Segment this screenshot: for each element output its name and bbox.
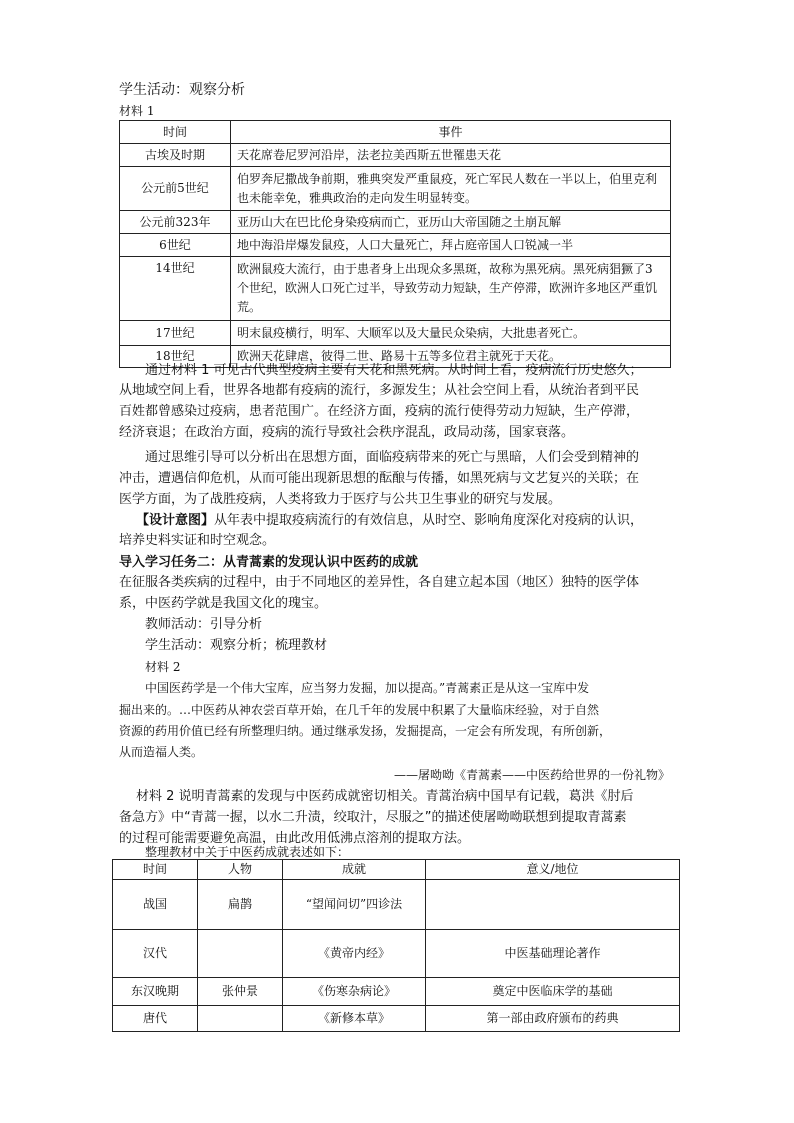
table-row: [120, 167, 671, 211]
table-row: [120, 211, 671, 234]
table-header-time: 时间: [120, 121, 231, 144]
para2-line1: 通过思维引导可以分析出在思想方面，面临疫病带来的死亡与黑暗，人们会受到精神的: [145, 450, 640, 465]
para1-line2: 从地域空间上看，世界各地都有疫病的流行，多源发生；从社会空间上看，从统治者到平民: [119, 383, 640, 398]
para3-line2: 备急方》中“青蒿一握，以水二升渍，绞取汁，尽服之”的描述使屠呦呦联想到提取青蒿素: [119, 810, 627, 825]
para1-line4: 经济衰退；在政治方面，疫病的流行导致社会秩序混乱，政局动荡，国家衰落。: [119, 425, 575, 440]
design-intent-text: 从年表中提取疫病流行的有效信息，从时空、影响角度深化对疫病的认识，: [214, 513, 644, 528]
table-header-time: 时间: [113, 860, 198, 880]
table2-intro: 整理教材中关于中医药成就表述如下：: [145, 845, 350, 859]
table-cell-time: 东汉晚期: [113, 978, 198, 1006]
table-cell-significance: 中医基础理论著作: [426, 930, 680, 978]
task2-intro-line1: 在征服各类疾病的过程中，由于不同地区的差异性，各自建立起本国（地区）独特的医学体: [119, 575, 640, 590]
table-cell-time: 汉代: [113, 930, 198, 978]
table-cell-time: 唐代: [113, 1006, 198, 1032]
quote-line3: 资源的药用价值已经有所整理归纳。通过继承发扬，发掘提高，一定会有所发现，有所创新，: [119, 724, 612, 738]
task2-intro-line2: 系，中医药学就是我国文化的瑰宝。: [119, 596, 328, 611]
table-cell-time: 公元前5世纪: [120, 167, 231, 211]
quote-line1: 中国医药学是一个伟大宝库，应当努力发掘，加以提高。”青蒿素正是从这一宝库中发: [145, 681, 590, 695]
table-cell-person: [198, 930, 283, 978]
table-cell-time: 6世纪: [120, 234, 231, 257]
table-row: [113, 978, 680, 1006]
table-cell-time: 18世纪: [120, 346, 231, 368]
table-row: [120, 321, 671, 346]
table-row: [120, 144, 671, 167]
table-header-significance: 意义/地位: [426, 860, 680, 880]
task2-title: 导入学习任务二：从青蒿素的发现认识中医药的成就: [119, 555, 419, 570]
para1-line3: 百姓都曾感染过疫病，患者范围广。在经济方面，疫病的流行使得劳动力短缺，生产停滞，: [119, 404, 640, 419]
para3-line3: 的过程可能需要避免高温，由此改用低沸点溶剂的提取方法。: [119, 831, 471, 846]
table-cell-significance: 奠定中医临床学的基础: [426, 978, 680, 1006]
table-row: [113, 930, 680, 978]
table-cell-event: 亚历山大在巴比伦身染疫病而亡，亚历山大帝国随之土崩瓦解: [231, 211, 671, 234]
para3-line1: 材料 2 说明青蒿素的发现与中医药成就密切相关。青蒿治病中国早有记载，葛洪《肘后: [136, 789, 634, 804]
table-cell-event: 地中海沿岸爆发鼠疫，人口大量死亡，拜占庭帝国人口锐减一半: [231, 234, 671, 257]
table-cell-event: 欧洲天花肆虐，彼得二世、路易十五等多位君主就死于天花。: [231, 346, 671, 368]
table-cell-achievement: 《新修本草》: [283, 1006, 426, 1032]
quote-line4: 从而造福人类。: [119, 745, 204, 759]
design-intent-line2: 培养史料实证和时空观念。: [119, 533, 276, 548]
para2-line2: 冲击，遭遇信仰危机，从而可能出现新思想的酝酿与传播，如黑死病与文艺复兴的关联；在: [119, 471, 640, 486]
table-header-event: 事件: [231, 121, 671, 144]
table-header-achievement: 成就: [283, 860, 426, 880]
table-cell-event: 明末鼠疫横行，明军、大顺军以及大量民众染病，大批患者死亡。: [231, 321, 671, 346]
table-row: [113, 1006, 680, 1032]
student-activity-2: 学生活动：观察分析；梳理教材: [145, 638, 328, 653]
table-cell-time: 古埃及时期: [120, 144, 231, 167]
table-cell-event: 伯罗奔尼撒战争前期，雅典突发严重鼠疫，死亡军民人数在一半以上，伯里克利也未能幸免，雅典政治的走向发生明显转变。: [231, 167, 671, 211]
table-cell-time: 公元前323年: [120, 211, 231, 234]
table-cell-person: 扁鹊: [198, 880, 283, 930]
design-intent: [136, 511, 643, 531]
table-cell-time: 17世纪: [120, 321, 231, 346]
table-row: [120, 257, 671, 321]
design-intent-label: 【设计意图】: [136, 513, 215, 528]
para2-line3: 医学方面，为了战胜疫病，人类将致力于医疗与公共卫生事业的研究与发展。: [119, 492, 562, 507]
table-cell-significance: 第一部由政府颁布的药典: [426, 1006, 680, 1032]
table-cell-person: [198, 1006, 283, 1032]
table-row: [113, 880, 680, 930]
table-header-person: 人物: [198, 860, 283, 880]
teacher-activity: 教师活动：引导分析: [145, 617, 263, 632]
table-row: [120, 234, 671, 257]
table-cell-event: 欧洲鼠疫大流行，由于患者身上出现众多黑斑，故称为黑死病。黑死病猖獗了3个世纪，欧洲人口死亡过半，导致劳动力短缺，生产停滞，欧洲许多地区严重饥荒。: [231, 257, 671, 321]
material2-label: 材料 2: [145, 660, 181, 674]
para1-line1: 通过材料 1 可见古代典型疫病主要有天花和黑死病。从时间上看，疫病流行历史悠久；: [145, 363, 643, 378]
table-cell-time: 战国: [113, 880, 198, 930]
table-header-row: [113, 860, 680, 880]
table-cell-achievement: “望闻问切”四诊法: [283, 880, 426, 930]
tcm-achievements-table: [112, 859, 680, 1032]
table-cell-event: 天花席卷尼罗河沿岸，法老拉美西斯五世罹患天花: [231, 144, 671, 167]
table-cell-achievement: 《伤寒杂病论》: [283, 978, 426, 1006]
material1-label: 材料 1: [119, 104, 155, 118]
quote-source: ——屠呦呦《青蒿素——中医药给世界的一份礼物》: [393, 768, 670, 782]
epidemic-table: [119, 120, 671, 368]
table-cell-achievement: 《黄帝内经》: [283, 930, 426, 978]
student-activity-heading: 学生活动：观察分析: [119, 82, 245, 98]
table-cell-person: 张仲景: [198, 978, 283, 1006]
table-header-row: [120, 121, 671, 144]
quote-line2: 掘出来的。…中医药从神农尝百草开始，在几千年的发展中积累了大量临床经验，对于自然: [119, 703, 600, 717]
table-cell-significance: [426, 880, 680, 930]
table-cell-time: 14世纪: [120, 257, 231, 321]
